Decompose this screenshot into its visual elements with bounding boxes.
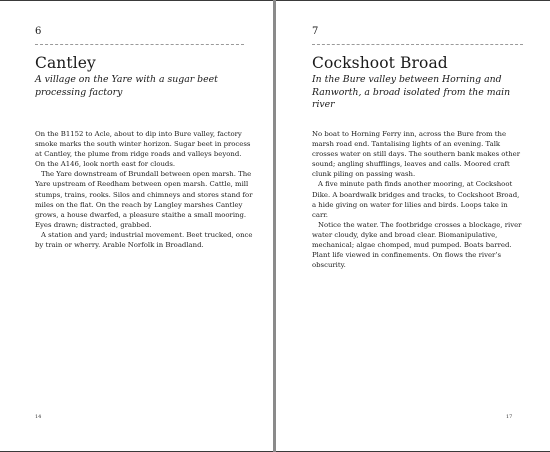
chapter-subtitle: A village on the Yare with a sugar beet processing factory xyxy=(35,74,218,98)
chapter-number: 7 xyxy=(312,26,319,37)
chapter-title: Cockshoot Broad xyxy=(312,54,448,72)
chapter-body xyxy=(35,129,253,250)
left-page xyxy=(0,1,273,451)
chapter-title: Cantley xyxy=(35,54,96,72)
dashed-divider xyxy=(35,44,244,45)
chapter-number: 6 xyxy=(35,26,42,37)
body-paragraph: No boat to Horning Ferry inn, across the Bure from the marsh road end. Tantalising lights of an evening. Talk crosses water on still days. The southern bank makes other sound; angling shufflings, leaves and calls. Moored craft clunk piling on passing wash. xyxy=(312,130,521,179)
chapter-body xyxy=(312,129,525,270)
body-paragraph: A station and yard; industrial movement. Beet trucked, once by train or wherry. Arable Norfolk in Broadland. xyxy=(35,230,253,250)
body-paragraph: The Yare downstream of Brundall between open marsh. The Yare upstream of Reedham between open marsh. Cattle, mill stumps, trains, rooks. Silos and chimneys and stores stand for miles on the flat. On the reach by Langley marshes Cantley grows, a house dwarfed, a pleasure staithe a small mooring. Eyes drawn; distracted, grabbed. xyxy=(35,170,253,229)
chapter-subtitle: In the Bure valley between Horning and Ranworth, a broad isolated from the main river xyxy=(312,74,511,110)
page-number: 17 xyxy=(506,414,513,420)
body-paragraph: A five minute path finds another mooring, at Cockshoot Dike. A boardwalk bridges and tracks, to Cockshoot Broad, a hide giving on water for lilies and birds. Loops take in carr. xyxy=(312,180,520,219)
dashed-divider xyxy=(312,44,523,45)
page-number: 14 xyxy=(35,414,42,420)
body-paragraph: On the B1152 to Acle, about to dip into Bure valley, factory smoke marks the south winter horizon. Sugar beet in process at Cantley, the plume from ridge roads and valleys beyond. On the A146, look north east for clouds. xyxy=(35,130,251,169)
right-page xyxy=(276,1,550,451)
body-paragraph: Notice the water. The footbridge crosses a blockage, river water cloudy, dyke and broad clear. Biomanipulative, mechanical; algae chomped, mud pumped. Boats barred. Plant life viewed in confinements. On flows the river’s obscurity. xyxy=(312,220,522,270)
